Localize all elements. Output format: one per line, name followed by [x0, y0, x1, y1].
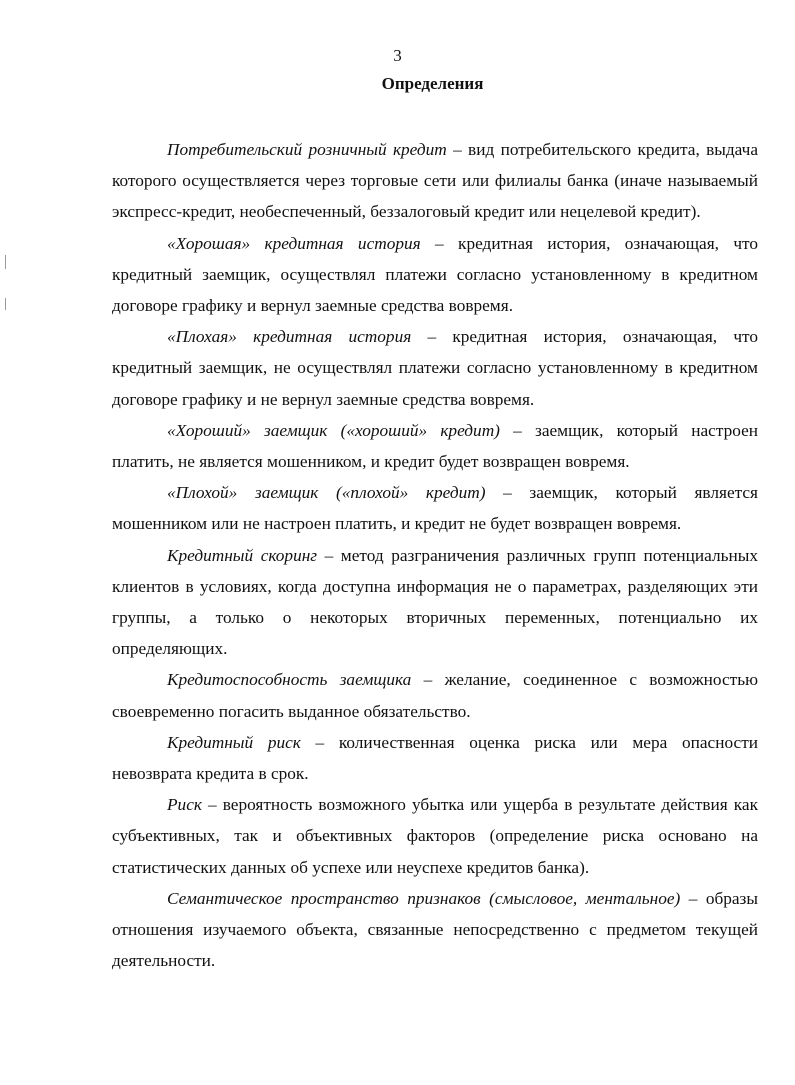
definition-text: – образы отношения изучаемого объекта, связанные непосредственно с предметом текущей деятельности.: [112, 888, 758, 971]
definition-good-credit-history: [112, 228, 758, 322]
page-title: Определения: [381, 74, 484, 93]
definition-text: – заемщик, который является мошенником или не настроен платить, и кредит не будет возвращен вовремя.: [112, 483, 758, 534]
definition-term: Кредитоспособность заемщика: [167, 670, 412, 690]
definition-term: «Хорошая» кредитная история: [167, 233, 421, 253]
definition-text: – вид потребительского кредита, выдача которого осуществляется через торговые сети или филиалы банка (иначе называемый экспресс-кредит, необеспеченный, беззалоговый кредит или нецелевой кредит).: [112, 140, 759, 222]
definition-text: – желание, соединенное с возможностью своевременно погасить выданное обязательство.: [112, 670, 758, 721]
definition-term: Кредитный скоринг: [167, 545, 318, 565]
definition-semantic-feature-space: [112, 883, 758, 977]
definition-credit-risk: [112, 727, 758, 789]
definition-bad-credit-history: [112, 321, 758, 415]
definition-text: – кредитная история, означающая, что кредитный заемщик, осуществлял платежи согласно установленному в кредитном договоре графику и вернул заемные средства вовремя.: [112, 233, 758, 316]
definition-credit-scoring: [112, 540, 758, 665]
margin-mark: [5, 255, 6, 269]
definition-term: «Хороший» заемщик («хороший» кредит): [167, 420, 500, 440]
definition-text: – метод разграничения различных групп потенциальных клиентов в условиях, когда доступна информация не о параметрах, разделяющих эти группы, а только о некоторых вторичных переменных, потенциально их определяющих.: [112, 545, 758, 659]
definition-term: Риск: [167, 795, 202, 815]
definition-term: «Плохая» кредитная история: [167, 327, 412, 347]
definition-term: «Плохой» заемщик («плохой» кредит): [167, 483, 486, 503]
margin-mark: [5, 298, 6, 310]
definition-risk: [112, 789, 758, 883]
definition-term: Потребительский розничный кредит: [167, 140, 447, 159]
definition-good-borrower: [112, 415, 758, 477]
definition-text: – количественная оценка риска или мера опасности невозврата кредита в срок.: [112, 732, 758, 784]
definition-text: – вероятность возможного убытка или ущерба в результате действия как субъективных, так и объективных факторов (определение риска основано на статистических данных об успехе или неуспехе кредитов банка).: [112, 795, 758, 877]
definitions-list: [112, 134, 758, 976]
definition-term: Кредитный риск: [167, 732, 301, 752]
definition-consumer-retail-credit: [112, 134, 758, 228]
definition-text: – кредитная история, означающая, что кредитный заемщик, не осуществлял платежи согласно установленному в кредитном договоре графику и не вернул заемные средства вовремя.: [112, 327, 758, 409]
page-number: 3: [393, 46, 402, 65]
definition-creditworthiness: [112, 664, 758, 726]
definition-bad-borrower: [112, 477, 758, 539]
definition-term: Семантическое пространство признаков (смысловое, ментальное): [167, 888, 681, 908]
definition-text: – заемщик, который настроен платить, не является мошенником, и кредит будет возвращен вовремя.: [112, 420, 758, 472]
